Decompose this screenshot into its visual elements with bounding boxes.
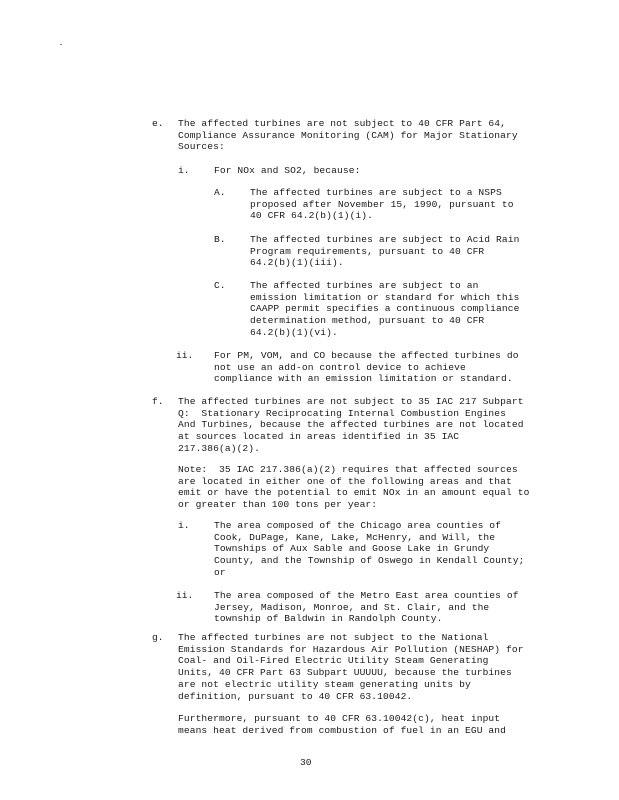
text-line: not use an add-on control device to achieve [214,361,466,373]
text-line: means heat derived from combustion of fuel in an EGU and [178,724,507,736]
text-line: 217.386(a)(2). [178,442,261,454]
text-line: Jersey, Madison, Monroe, and St. Clair, and the [214,601,490,613]
text-line: The affected turbines are subject to Acid Rain [250,234,520,245]
text-line: 40 CFR 64.2(b)(1)(i). [250,210,374,222]
item-label: i. [178,520,190,531]
text-line: definition, pursuant to 40 CFR 63.10042. [178,690,413,702]
text-line: And Turbines, because the affected turbines are not located [178,419,524,431]
item-label: e. [152,118,164,129]
item-label: i. [178,165,190,176]
text-line: Units, 40 CFR Part 63 Subpart UUUUU, because the turbines [178,667,512,679]
text-line: The affected turbines are not subject to 40 CFR Part 64, [178,118,507,129]
text-line: emit or have the potential to emit NOx in an amount equal to [178,487,530,499]
text-line: are located in either one of the following areas and that [178,475,512,487]
text-line: Compliance Assurance Monitoring (CAM) for Major Stationary [178,129,518,141]
page-number: 30 [300,757,312,768]
text-line: The affected turbines are subject to a NSPS [250,187,502,198]
text-line: For PM, VOM, and CO because the affected turbines do [214,350,519,361]
item-label: C. [214,280,226,291]
text-line: CAAPP permit specifies a continuous compliance [250,303,520,315]
text-line: Coal- and Oil-Fired Electric Utility Steam Generating [178,655,489,667]
text-line: township of Baldwin in Randolph County. [214,613,443,625]
text-line: Townships of Aux Sable and Goose Lake in Grundy [214,543,490,555]
text-line: Cook, DuPage, Kane, Lake, McHenry, and Will, the [214,531,496,543]
text-line: The affected turbines are not subject to 35 IAC 217 Subpart [178,396,524,407]
text-line: emission limitation or standard for which this [250,291,520,303]
text-line: The area composed of the Chicago area counties of [214,520,502,531]
item-label: ii. [176,350,194,361]
text-line: at sources located in areas identified in 35 IAC [178,431,460,443]
text-line: For NOx and SO2, because: [214,165,361,176]
text-line: County, and the Township of Oswego in Kendall County; [214,555,525,567]
text-line: The area composed of the Metro East area counties of [214,590,519,601]
text-line: or [214,566,226,578]
text-line: Furthermore, pursuant to 40 CFR 63.10042(c), heat input [178,713,501,724]
item-label: g. [152,632,164,643]
text-line: Sources: [178,141,225,153]
text-line: or greater than 100 tons per year: [178,499,378,511]
text-line: Emission Standards for Hazardous Air Pollution (NESHAP) for [178,643,524,655]
text-line: The affected turbines are not subject to the National [178,632,489,643]
item-label: B. [214,234,226,245]
text-line: 64.2(b)(1)(vi). [250,326,338,338]
scan-speck [60,44,62,45]
text-line: Q: Stationary Reciprocating Internal Combustion Engines [178,407,507,419]
text-line: determination method, pursuant to 40 CFR [250,315,485,327]
item-label: f. [152,396,164,407]
text-line: The affected turbines are subject to an [250,280,479,291]
item-label: A. [214,187,226,198]
text-line: 64.2(b)(1)(iii). [250,257,344,269]
text-line: Note: 35 IAC 217.386(a)(2) requires that affected sources [178,464,518,475]
text-line: proposed after November 15, 1990, pursuant to [250,198,514,210]
text-line: Program requirements, pursuant to 40 CFR [250,245,485,257]
item-label: ii. [176,590,194,601]
text-line: compliance with an emission limitation or standard. [214,373,513,385]
text-line: are not electric utility steam generating units by [178,678,471,690]
